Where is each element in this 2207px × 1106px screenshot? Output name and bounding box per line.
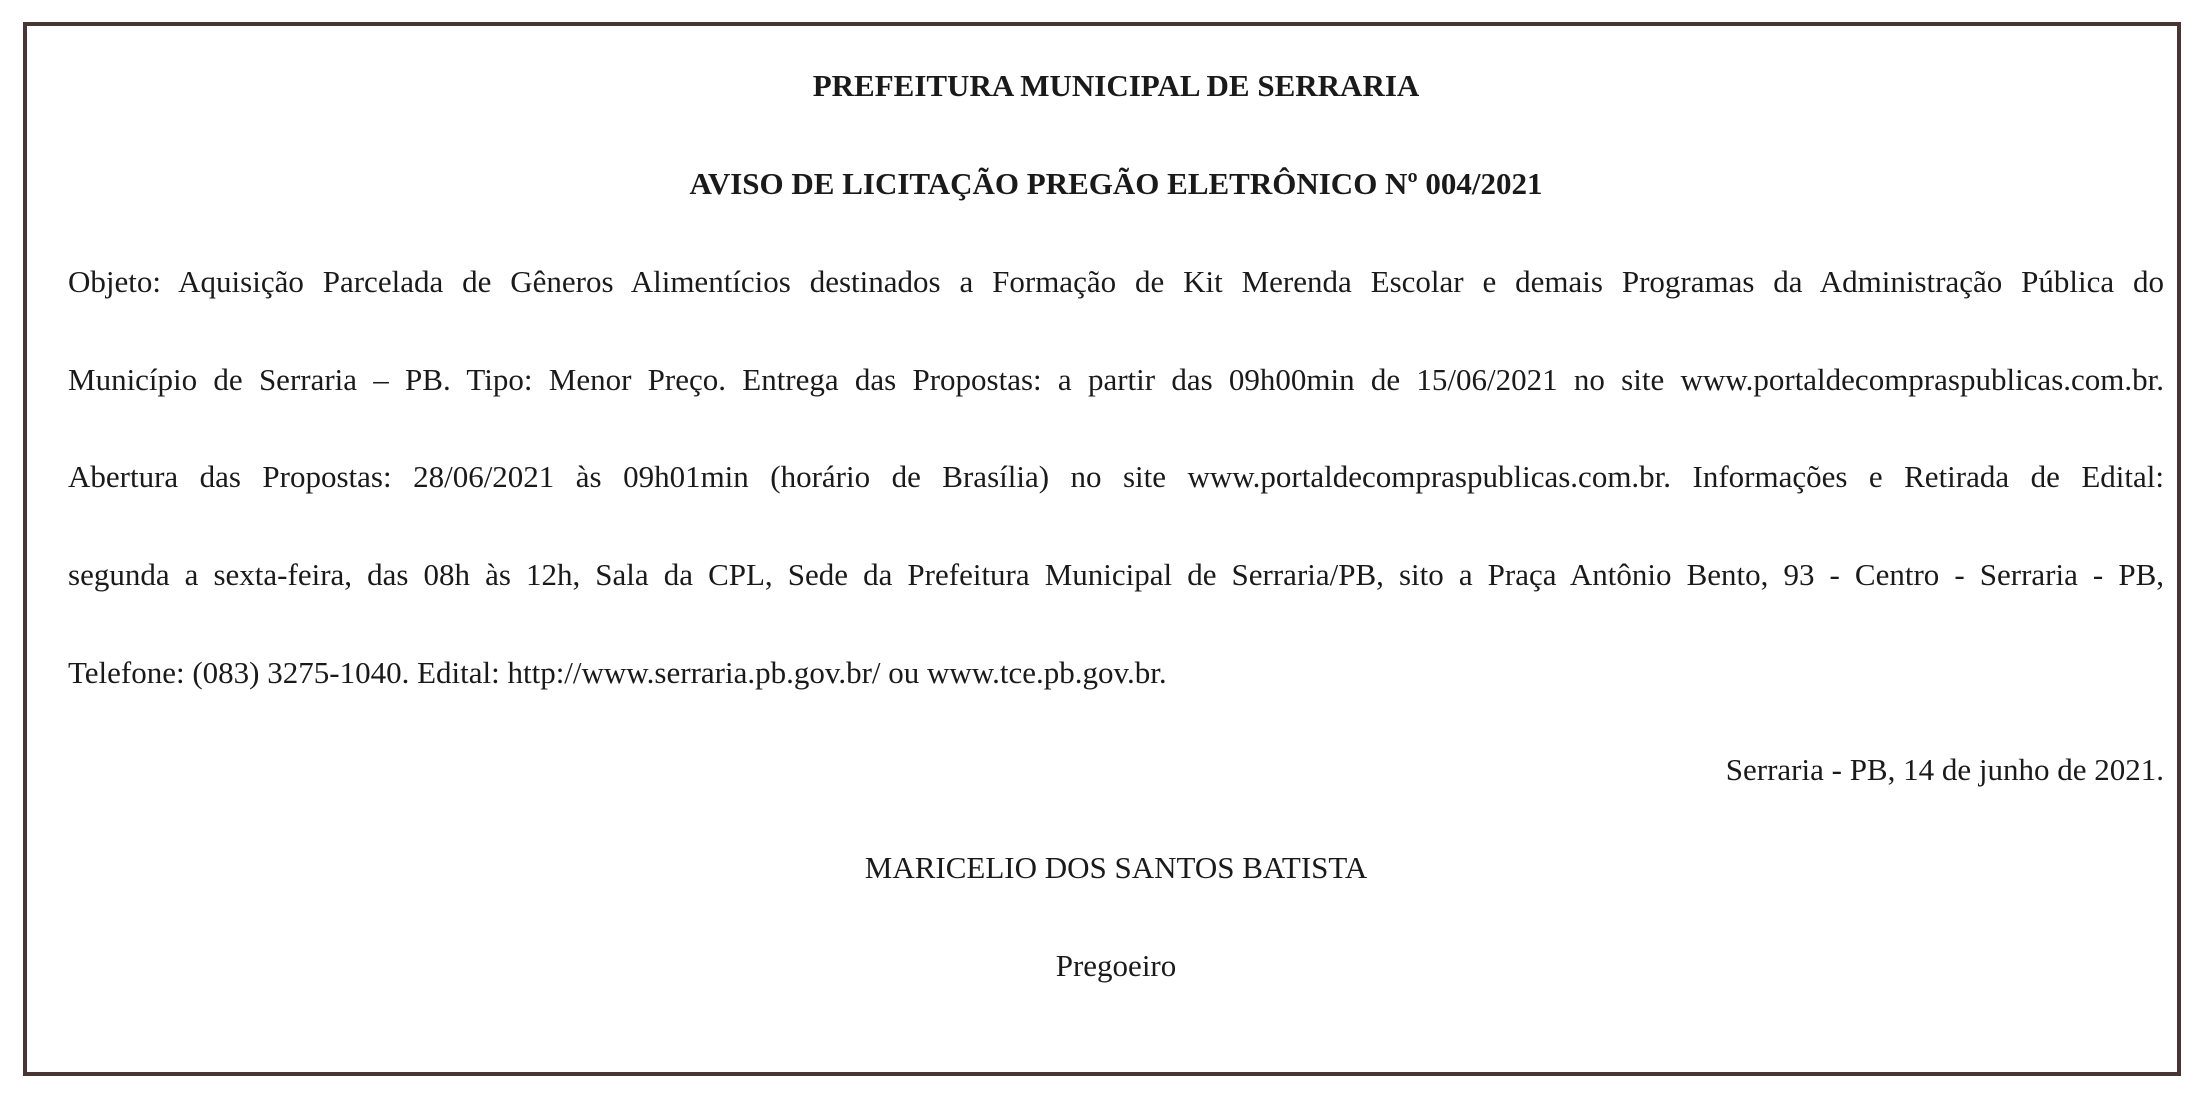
- signatory-name: MARICELIO DOS SANTOS BATISTA: [864, 850, 1368, 885]
- body-line-5: Telefone: (083) 3275-1040. Edital: http://www.serraria.pb.gov.br/ ou www.tce.pb.gov.br.: [68, 655, 1167, 690]
- place-and-date: Serraria - PB, 14 de junho de 2021.: [1725, 752, 2164, 787]
- body-line-4: segunda a sexta-feira, das 08h às 12h, Sala da CPL, Sede da Prefeitura Municipal de Serraria/PB, sito a Praça Antônio Bento, 93 - Centro - Serraria - PB,: [68, 557, 2164, 592]
- body-line-1: Objeto: Aquisição Parcelada de Gêneros Alimentícios destinados a Formação de Kit Merenda Escolar e demais Programas da Administração Pública do: [68, 264, 2164, 299]
- notice-title: AVISO DE LICITAÇÃO PREGÃO ELETRÔNICO Nº 004/2021: [689, 166, 1543, 201]
- notice-frame: [23, 22, 2181, 1076]
- body-line-2: Município de Serraria – PB. Tipo: Menor Preço. Entrega das Propostas: a partir das 09h00min de 15/06/2021 no site www.portaldecompraspublicas.com.br.: [68, 362, 2164, 397]
- signatory-role: Pregoeiro: [1055, 948, 1177, 983]
- body-line-3: Abertura das Propostas: 28/06/2021 às 09h01min (horário de Brasília) no site www.portaldecompraspublicas.com.br. Informações e Retirada de Edital:: [68, 459, 2164, 494]
- issuer-header: PREFEITURA MUNICIPAL DE SERRARIA: [812, 68, 1420, 103]
